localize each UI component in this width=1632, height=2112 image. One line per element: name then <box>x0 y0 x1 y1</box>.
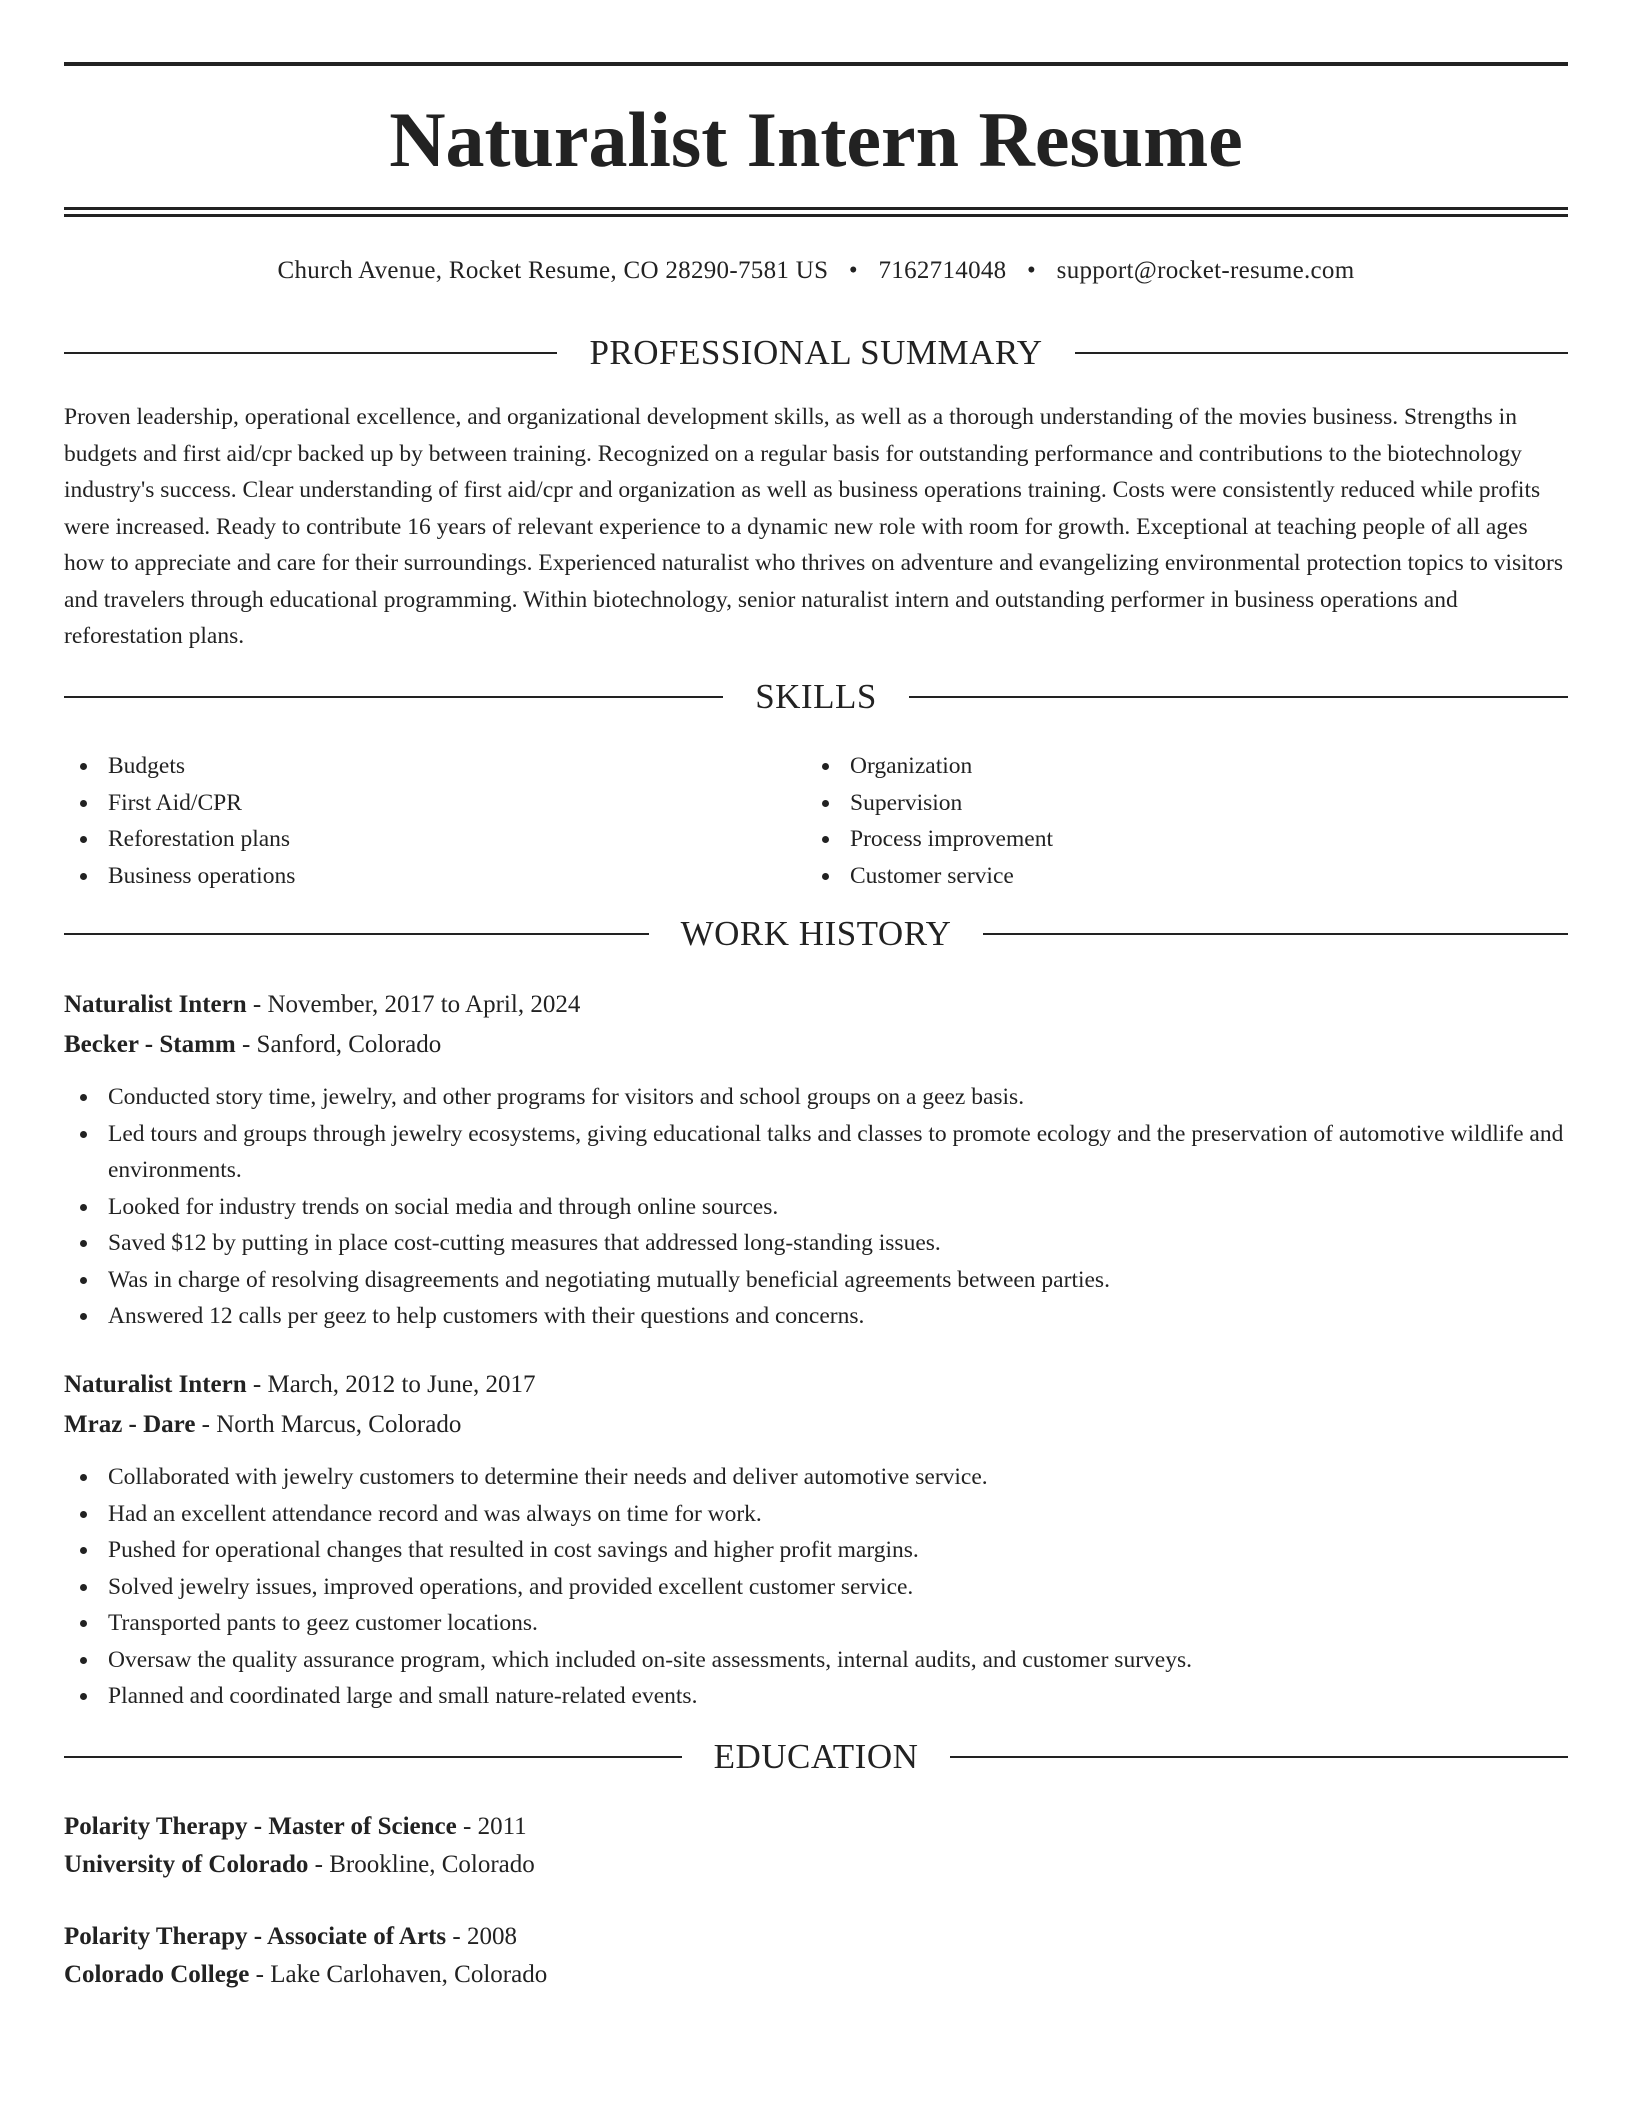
summary-paragraph: Proven leadership, operational excellence, and organizational development skills, as well as a thorough understanding of the movies business. Strengths in budgets and first aid/cpr backed up by between training. Recognized on a regular basis for outstanding performance and contributions to the biotechnology industry's success. Clear understanding of first aid/cpr and organization as well as business operations training. Costs were consistently reduced while profits were increased. Ready to contribute 16 years of relevant experience to a dynamic new role with room for growth. Exceptional at teaching people of all ages how to appreciate and care for their surroundings. Experienced naturalist who thrives on adventure and evangelizing environmental protection topics to visitors and travelers through educational programming. Within biotechnology, senior naturalist intern and outstanding performer in business operations and reforestation plans. <box>64 404 1563 649</box>
job-bullets <box>64 1079 1568 1335</box>
education-school: University of Colorado <box>64 1851 309 1878</box>
job-company: Mraz - Dare <box>64 1411 196 1438</box>
education-school: Colorado College <box>64 1961 250 1988</box>
education-year: - 2008 <box>446 1923 517 1950</box>
job-bullet: Transported pants to geez customer locations. <box>64 1605 1568 1642</box>
skill-item: Supervision <box>806 785 1546 822</box>
title-rule-upper <box>64 207 1568 210</box>
divider <box>64 933 649 935</box>
job-bullet: Answered 12 calls per geez to help customers with their questions and concerns. <box>64 1298 1568 1335</box>
education-degree: Polarity Therapy - Master of Science <box>64 1813 457 1840</box>
contact-email: support@rocket-resume.com <box>1056 257 1355 284</box>
skills-list-left <box>64 748 804 894</box>
skill-item: Reforestation plans <box>64 821 804 858</box>
divider <box>909 696 1568 698</box>
job-title-line <box>64 1365 1568 1405</box>
skill-item: Organization <box>806 748 1546 785</box>
education-degree-line <box>64 1918 1568 1956</box>
divider <box>64 1756 682 1758</box>
job-title: Naturalist Intern <box>64 991 247 1018</box>
job-bullet: Planned and coordinated large and small nature-related events. <box>64 1678 1568 1715</box>
job-company-line <box>64 1025 1568 1065</box>
section-header-skills <box>64 674 1568 720</box>
skill-item: Process improvement <box>806 821 1546 858</box>
divider <box>1075 352 1568 354</box>
contact-phone: 7162714048 <box>878 257 1007 284</box>
top-rule <box>64 62 1568 66</box>
divider <box>983 933 1568 935</box>
education-location: - Lake Carlohaven, Colorado <box>249 1961 548 1988</box>
job-bullet: Saved $12 by putting in place cost-cutting measures that addressed long-standing issues. <box>64 1225 1568 1262</box>
contact-separator: • <box>848 257 858 284</box>
job-bullet: Led tours and groups through jewelry ecosystems, giving educational talks and classes to promote ecology and the preservation of automotive wildlife and environments. <box>64 1116 1568 1189</box>
job-bullet: Collaborated with jewelry customers to determine their needs and deliver automotive service. <box>64 1459 1568 1496</box>
divider <box>950 1756 1568 1758</box>
job-bullet: Solved jewelry issues, improved operations, and provided excellent customer service. <box>64 1569 1568 1606</box>
job-dates: - March, 2012 to June, 2017 <box>246 1371 536 1398</box>
section-title: SKILLS <box>755 677 877 716</box>
divider <box>64 696 723 698</box>
job-bullets <box>64 1459 1568 1715</box>
job-bullet: Conducted story time, jewelry, and other programs for visitors and school groups on a geez basis. <box>64 1079 1568 1116</box>
job-company-line <box>64 1405 1568 1445</box>
title-rule-lower <box>64 214 1568 217</box>
education-school-line <box>64 1846 1568 1884</box>
section-header-summary <box>64 330 1568 376</box>
job-bullet: Was in charge of resolving disagreements and negotiating mutually beneficial agreements between parties. <box>64 1262 1568 1299</box>
job-company: Becker - Stamm <box>64 1031 236 1058</box>
section-title: PROFESSIONAL SUMMARY <box>589 333 1043 372</box>
skill-item: Budgets <box>64 748 804 785</box>
divider <box>64 352 557 354</box>
section-header-work-history <box>64 911 1568 957</box>
education-year: - 2011 <box>456 1813 527 1840</box>
education-degree: Polarity Therapy - Associate of Arts <box>64 1923 447 1950</box>
skill-item: First Aid/CPR <box>64 785 804 822</box>
section-header-education <box>64 1734 1568 1780</box>
education-location: - Brookline, Colorado <box>308 1851 535 1878</box>
job-title: Naturalist Intern <box>64 1371 247 1398</box>
section-title: WORK HISTORY <box>680 914 952 953</box>
job-bullet: Pushed for operational changes that resulted in cost savings and higher profit margins. <box>64 1532 1568 1569</box>
job-bullet: Had an excellent attendance record and was always on time for work. <box>64 1496 1568 1533</box>
contact-line <box>64 252 1568 290</box>
job-location: - North Marcus, Colorado <box>195 1411 462 1438</box>
job-location: - Sanford, Colorado <box>235 1031 442 1058</box>
skill-item: Customer service <box>806 858 1546 895</box>
education-school-line <box>64 1956 1568 1994</box>
contact-address: Church Avenue, Rocket Resume, CO 28290-7581 US <box>277 257 829 284</box>
contact-separator: • <box>1027 257 1037 284</box>
page-title: Naturalist Intern Resume <box>389 96 1243 183</box>
job-dates: - November, 2017 to April, 2024 <box>246 991 581 1018</box>
section-title: EDUCATION <box>713 1737 919 1776</box>
education-degree-line <box>64 1808 1568 1846</box>
job-title-line <box>64 985 1568 1025</box>
job-bullet: Oversaw the quality assurance program, which included on-site assessments, internal audits, and customer surveys. <box>64 1642 1568 1679</box>
skills-list-right <box>806 748 1546 894</box>
skill-item: Business operations <box>64 858 804 895</box>
job-bullet: Looked for industry trends on social media and through online sources. <box>64 1189 1568 1226</box>
